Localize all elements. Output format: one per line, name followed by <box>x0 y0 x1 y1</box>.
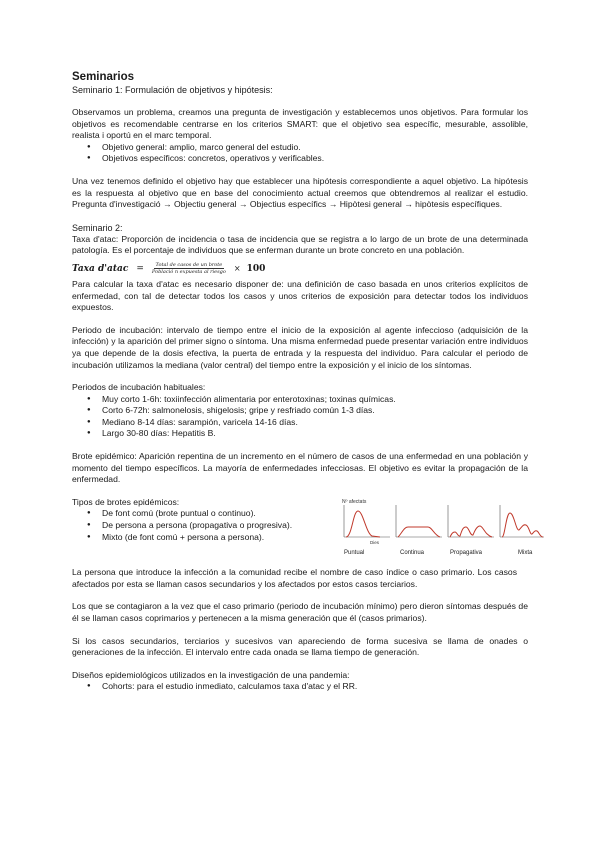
attack-rate-formula <box>72 259 528 279</box>
panel-label: Mixta <box>518 549 533 556</box>
incubation-heading: Periodos de incubación habituales: <box>72 382 206 393</box>
list-item: ● Corto 6-72h: salmonelosis, shigelosis; gripe y resfriado común 1-3 días. <box>102 405 528 417</box>
panel-label: Continua <box>400 549 425 556</box>
list-item: ● Muy corto 1-6h: toxiinfección alimentaria por enterotoxinas; toxinas químicas. <box>102 394 528 406</box>
panel-propagativa <box>448 505 494 556</box>
list-item: ● Mixto (de font comú + persona a persona). <box>102 532 352 544</box>
paragraph-smart: Observamos un problema, creamos una pregunta de investigación y establecemos unos objetivos. Para formular los objetivos es recomendable centrarse en los criterios SMART: que el objetivo sea específic, mesurable, assolible, realista i oportú en el marc temporal. <box>72 107 528 141</box>
list-item: ● De font comú (brote puntual o continuo). <box>102 508 352 520</box>
formula-equals: = <box>136 263 144 274</box>
panel-continua <box>396 505 442 556</box>
formula-label: Taxa d'atac <box>72 263 129 274</box>
outbreak-section <box>72 496 533 556</box>
formula-denominator: Població n expuesta al riesgo <box>151 269 226 276</box>
panel-mixta <box>500 505 544 556</box>
objectives-list <box>72 142 528 165</box>
paragraph-index-case: La persona que introduce la infección a la comunidad recibe el nombre de caso índice o caso primario. Los casos afectados por esta se llaman casos secundarios y los afectados por estos casos terciarios. <box>72 567 517 589</box>
seminar2-heading: Seminario 2: <box>72 222 123 233</box>
paragraph-outbreak: Brote epidémico: Aparición repentina de un incremento en el número de casos de una enfermedad en una población y momento del tiempo específicos. La mayoría de enfermedades infecciosas. El objetivo es evitar la propagación de la enfermedad. <box>72 451 528 485</box>
curve-mixta <box>502 513 543 537</box>
formula-factor: 100 <box>246 263 266 274</box>
designs-heading: Diseños epidemiológicos utilizados en la investigación de una pandemia: <box>72 669 350 680</box>
incubation-list <box>72 394 528 440</box>
outbreak-heading: Tipos de brotes epidémicos: <box>72 496 180 507</box>
formula-numerator: Total de casos de un brote <box>155 262 223 269</box>
paragraph-generations: Si los casos secundarios, terciarios y sucesivos van apareciendo de forma sucesiva se llama de onades o generaciones de la infección. El intervalo entre cada onada se llama tiempo de generación. <box>72 635 528 658</box>
panel-label: Puntual <box>344 549 365 556</box>
list-item: ● Largo 30-80 días: Hepatitis B. <box>102 428 528 440</box>
paragraph-coprimary: Los que se contagiaron a la vez que el caso primario (periodo de incubación mínimo) pero dieron síntomas después de él se llaman casos coprimarios y pertenecen a la misma generación que él (casos primarios). <box>72 601 528 623</box>
panel-label: Propagativa <box>450 549 483 556</box>
formula-times: × <box>233 264 241 274</box>
paragraph-hypothesis: Una vez tenemos definido el objetivo hay que establecer una hipótesis correspondiente a aquel objetivo. La hipótesis es la respuesta al objetivo que en base del conocimiento actual creemos que obtendremos al realizar el estudio. Pregunta d'investigació → Objectiu general → Objectius específics → Hipòtesi general → hipòtesis específiques. <box>72 175 528 210</box>
outbreak-curves-figure <box>340 497 545 557</box>
formula-fraction <box>152 262 226 275</box>
figure-x-label: Dies <box>370 539 380 545</box>
curve-continua <box>398 527 440 537</box>
paragraph-incubation: Periodo de incubación: intervalo de tiempo entre el inicio de la exposición al agente infeccioso (adquisición de la infección) y la aparición del primer signo o síntoma. Una misma enfermedad puede presentar variación entre individuos ya que depende de la dosis efectiva, la puerta de entrada y la respuesta del individuo. Para calcular el periodo de incubación utilizamos la mediana (valor central) del tiempo entre la exposición y el inicio de los síntomas. <box>72 324 528 370</box>
panel-puntual <box>344 505 390 556</box>
outbreak-list <box>72 508 352 543</box>
figure-y-label: Nº afectats <box>342 498 367 505</box>
list-item: ● Mediano 8-14 días: sarampión, varicela 14-16 días. <box>102 417 528 429</box>
designs-list <box>72 681 528 693</box>
list-item: ● Objetivo general: amplio, marco general del estudio. <box>102 142 528 154</box>
curve-puntual <box>346 511 380 537</box>
list-item: ● Objetivos específicos: concretos, operativos y verificables. <box>102 153 528 165</box>
curve-propagativa <box>450 526 492 537</box>
list-item: ● De persona a persona (propagativa o progresiva). <box>102 520 352 532</box>
list-item: ● Cohorts: para el estudio inmediato, calculamos taxa d'atac y el RR. <box>102 681 528 693</box>
paragraph-attack-rate: Taxa d'atac: Proporción de incidencia o tasa de incidencia que se registra a lo largo de un brote de una determinada patología. Es el porcentaje de individuos que se enferman durante un brote concreto en una población. <box>72 233 528 256</box>
paragraph-case-definition: Para calcular la taxa d'atac es necesario disponer de: una definición de caso basada en unos criterios explícitos de enfermedad, con tal de detectar todos los casos y unos criterios de exposición para detectar todos los individuos expuestos. <box>72 278 528 313</box>
document-page <box>72 70 533 693</box>
seminar1-heading: Seminario 1: Formulación de objetivos y hipótesis: <box>72 85 273 95</box>
doc-title: Seminarios <box>72 71 134 83</box>
